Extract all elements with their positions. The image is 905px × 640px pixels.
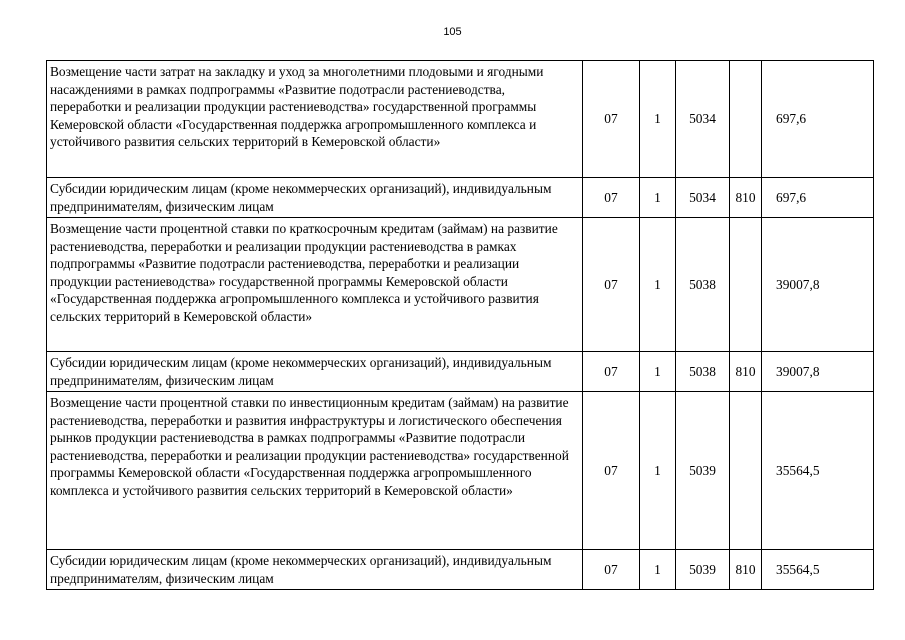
expense-type-code — [730, 392, 762, 550]
target-article-code: 5034 — [676, 178, 730, 218]
amount-value: 39007,8 — [762, 352, 874, 392]
expense-type-code: 810 — [730, 550, 762, 590]
subsection-code: 1 — [640, 392, 676, 550]
budget-table — [46, 60, 874, 590]
row-description: Возмещение части затрат на закладку и уход за многолетними плодовыми и ягодными насаждениями в рамках подпрограммы «Развитие подотрасли растениеводства, переработки и реализации продукции растениеводства» государственной программы Кемеровской области «Государственная поддержка агропромышленного комплекса и устойчивого развития сельских территорий в Кемеровской области» — [47, 61, 583, 178]
table-row — [47, 550, 874, 590]
table-row — [47, 392, 874, 550]
target-article-code: 5039 — [676, 392, 730, 550]
row-description: Субсидии юридическим лицам (кроме некоммерческих организаций), индивидуальным предпринимателям, физическим лицам — [47, 352, 583, 392]
target-article-code: 5034 — [676, 61, 730, 178]
subsection-code: 1 — [640, 352, 676, 392]
expense-type-code — [730, 61, 762, 178]
expense-type-code — [730, 218, 762, 352]
section-code: 07 — [583, 392, 640, 550]
amount-value: 35564,5 — [762, 392, 874, 550]
amount-value: 39007,8 — [762, 218, 874, 352]
page-number: 105 — [443, 26, 462, 38]
subsection-code: 1 — [640, 218, 676, 352]
table-row — [47, 352, 874, 392]
table-row — [47, 178, 874, 218]
section-code: 07 — [583, 550, 640, 590]
subsection-code: 1 — [640, 178, 676, 218]
row-description: Возмещение части процентной ставки по инвестиционным кредитам (займам) на развитие растениеводства, переработки и развития инфраструктуры и логистического обеспечения рынков продукции растениеводства в рамках подпрограммы «Развитие подотрасли растениеводства, переработки и реализации продукции растениеводства» государственной программы Кемеровской области «Государственная поддержка агропромышленного комплекса и устойчивого развития сельских территорий в Кемеровской области» — [47, 392, 583, 550]
table-row — [47, 61, 874, 178]
target-article-code: 5038 — [676, 352, 730, 392]
amount-value: 697,6 — [762, 178, 874, 218]
row-description: Субсидии юридическим лицам (кроме некоммерческих организаций), индивидуальным предпринимателям, физическим лицам — [47, 550, 583, 590]
section-code: 07 — [583, 218, 640, 352]
section-code: 07 — [583, 61, 640, 178]
subsection-code: 1 — [640, 61, 676, 178]
target-article-code: 5039 — [676, 550, 730, 590]
amount-value: 35564,5 — [762, 550, 874, 590]
target-article-code: 5038 — [676, 218, 730, 352]
row-description: Субсидии юридическим лицам (кроме некоммерческих организаций), индивидуальным предпринимателям, физическим лицам — [47, 178, 583, 218]
row-description: Возмещение части процентной ставки по краткосрочным кредитам (займам) на развитие растениеводства, переработки и реализации продукции растениеводства в рамках подпрограммы «Развитие подотрасли растениеводства, переработки и реализации продукции растениеводства» государственной программы Кемеровской области «Государственная поддержка агропромышленного комплекса и устойчивого развития сельских территорий в Кемеровской области» — [47, 218, 583, 352]
expense-type-code: 810 — [730, 178, 762, 218]
section-code: 07 — [583, 352, 640, 392]
subsection-code: 1 — [640, 550, 676, 590]
table-row — [47, 218, 874, 352]
amount-value: 697,6 — [762, 61, 874, 178]
section-code: 07 — [583, 178, 640, 218]
expense-type-code: 810 — [730, 352, 762, 392]
